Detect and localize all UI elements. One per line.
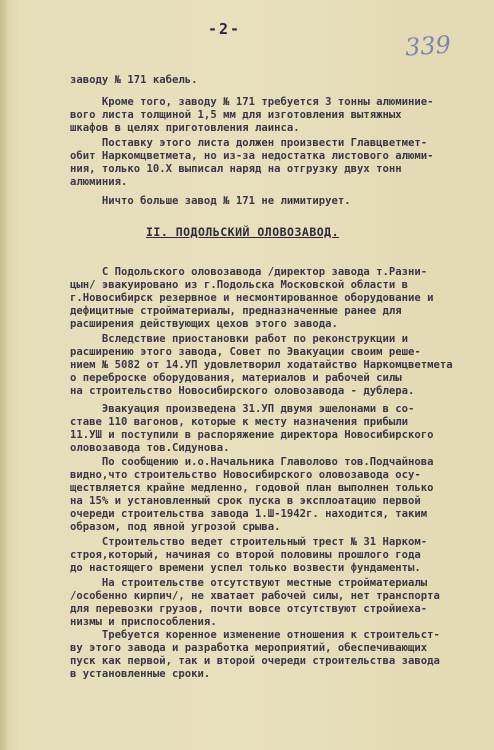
paragraph: Эвакуация произведена 31.УП двумя эшелонами в со- ставе 110 вагонов, которые к месту назначения прибыли 11.УШ и поступили в распоряжение директора Новосибирского оловозавода тов.Сидунова.	[70, 403, 434, 454]
paragraph: Требуется коренное изменение отношения к строительст- ву этого завода и разработка мероприятий, обеспечивающих пуск как первой, так и второй очереди строительства завода в установленные сроки.	[70, 629, 440, 680]
paragraph: Строительство ведет строительный трест № 31 Нарком- строя,который, начиная со второй половины прошлого года до настоящего времени успел только возвести фундаменты.	[70, 536, 428, 574]
paragraph: С Подольского оловозавода /директор завода т.Разни- цын/ эвакуировано из г.Подольска Московской области в г.Новосибирск резервное и несмонтированное оборудование и дефицитные стройматериалы, предназначенные ранее для расширения действующих цехов этого завода.	[70, 266, 434, 330]
paragraph: Вследствие приостановки работ по реконструкции и расширению этого завода, Совет по Эвакуации своим реше- нием № 5082 от 14.УП удовлетворил ходатайство Наркомцветмета о переброске оборудования, материалов и рабочей силы на строительство Новосибирского оловозавода - дублера.	[70, 333, 453, 397]
archive-sheet-number: 339	[404, 30, 452, 62]
paragraph: Поставку этого листа должен произвести Главцветмет- обит Наркомцветмета, но из-за недостатка листового алюми- ния, только 10.Х выписал наряд на отгрузку двух тонн алюминия.	[70, 137, 434, 188]
paragraph: Ничто больше завод № 171 не лимитирует.	[70, 195, 351, 207]
paragraph: Кроме того, заводу № 171 требуется 3 тонны алюминие- вого листа толщиной 1,5 мм для изготовления вытяжных шкафов в целях приготовления лаинса.	[70, 96, 434, 134]
page-fold-shadow	[0, 0, 8, 750]
paragraph: заводу № 171 кабель.	[70, 74, 198, 86]
paragraph: По сообщению и.о.Начальника Главолово тов.Подчайнова видно,что строительство Новосибирского оловозавода осу- ществляется крайне медленно, годовой план выполнен только на 15% и установленный срок пуска в эксплоатацию первой очереди строительства завода 1.Ш-1942г. находится, таким образом, под явной угрозой срыва.	[70, 456, 434, 533]
section-heading: II. ПОДОЛЬСКИЙ ОЛОВОЗАВОД.	[146, 225, 340, 239]
paragraph: На строительстве отсутствуют местные стройматериалы /особенно кирпич/, не хватает рабочей силы, нет транспорта для перевозки грузов, почти вовсе отсутствуют стройиеха- низмы и приспособления.	[70, 577, 440, 628]
page-number: -2-	[208, 20, 242, 38]
